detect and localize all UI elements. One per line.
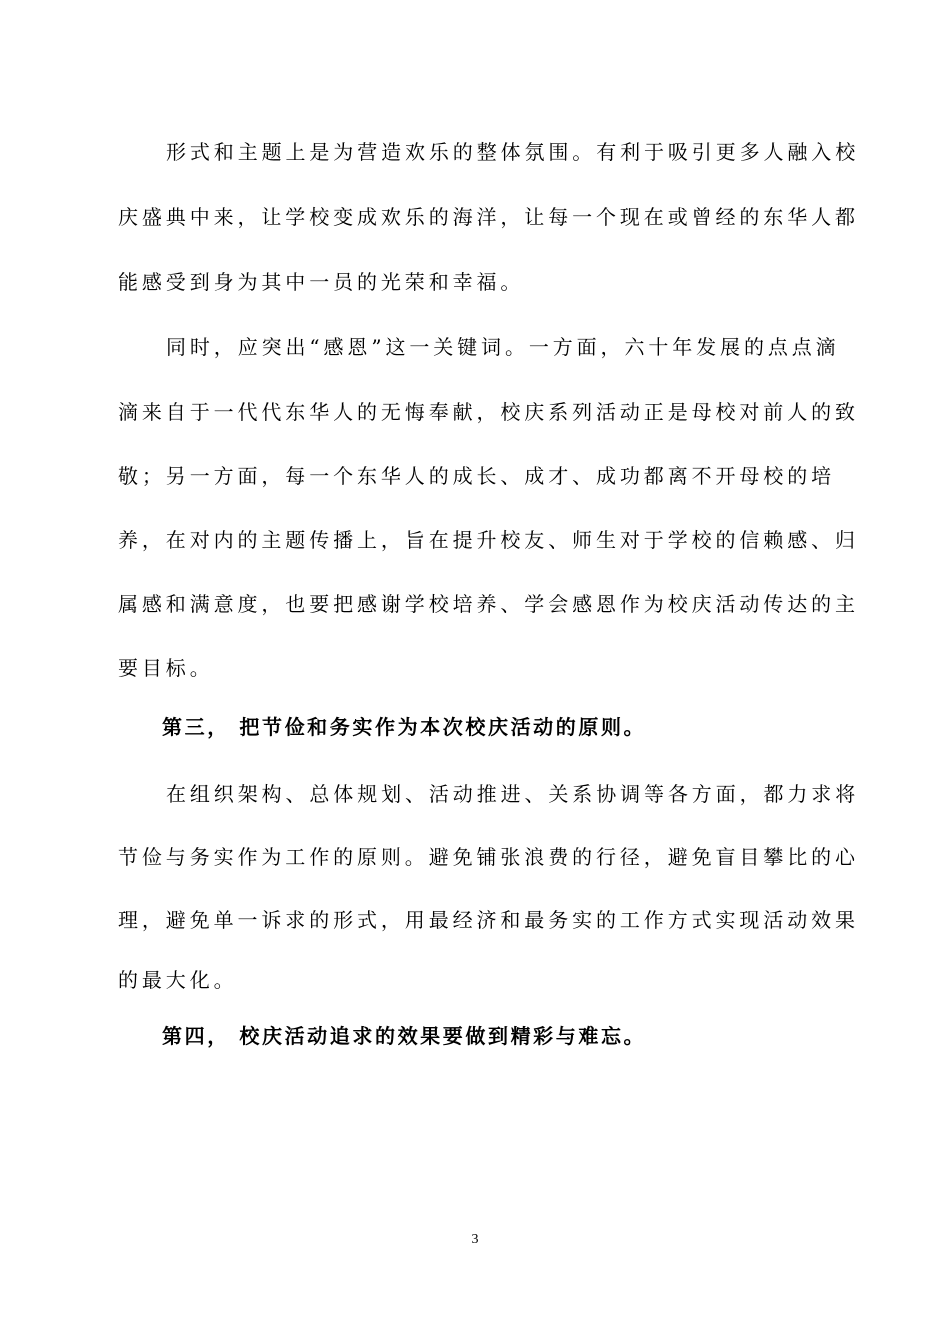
paragraph-line: 属感和满意度，也要把感谢学校培养、学会感恩作为校庆活动传达的主 — [118, 592, 859, 616]
section-heading: 第三， 把节俭和务实作为本次校庆活动的原则。 — [162, 715, 647, 739]
paragraph-line: 理，避免单一诉求的形式，用最经济和最务实的工作方式实现活动效果 — [118, 908, 859, 932]
paragraph-line: 要目标。 — [118, 656, 214, 680]
paragraph-line: 在组织架构、总体规划、活动推进、关系协调等各方面，都力求将 — [166, 782, 860, 806]
paragraph-line: 滴来自于一代代东华人的无悔奉献，校庆系列活动正是母校对前人的致 — [118, 400, 859, 424]
paragraph-line: 养，在对内的主题传播上，旨在提升校友、师生对于学校的信赖感、归 — [118, 528, 859, 552]
paragraph-line: 形式和主题上是为营造欢乐的整体氛围。有利于吸引更多人融入校 — [166, 140, 860, 164]
paragraph-line: 的最大化。 — [118, 968, 238, 992]
section-heading: 第四， 校庆活动追求的效果要做到精彩与难忘。 — [162, 1024, 647, 1048]
paragraph-line: 能感受到身为其中一员的光荣和幸福。 — [118, 270, 525, 294]
paragraph-line: 节俭与务实作为工作的原则。避免铺张浪费的行径，避免盲目攀比的心 — [118, 845, 859, 869]
page-number: 3 — [471, 1232, 479, 1247]
paragraph-line: 庆盛典中来，让学校变成欢乐的海洋，让每一个现在或曾经的东华人都 — [118, 205, 859, 229]
paragraph-line: 同时，应突出“感恩”这一关键词。一方面，六十年发展的点点滴 — [166, 335, 840, 359]
paragraph-line: 敬；另一方面，每一个东华人的成长、成才、成功都离不开母校的培 — [118, 464, 835, 488]
